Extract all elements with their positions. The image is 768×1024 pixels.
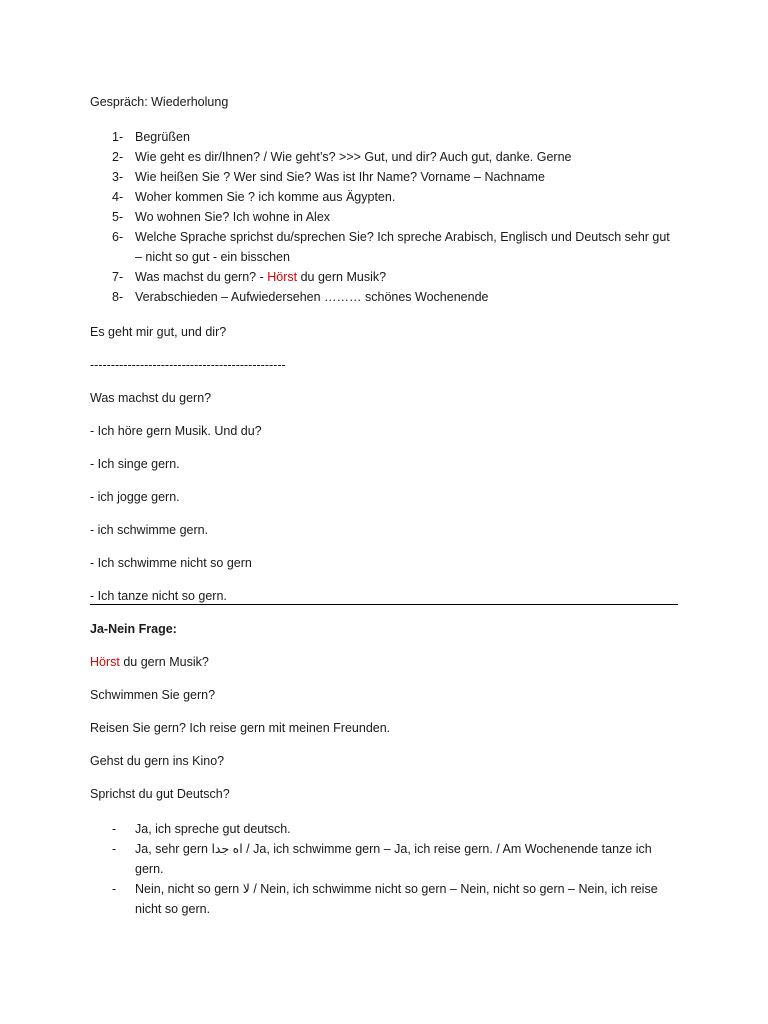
- dashed-list: [90, 819, 680, 919]
- document-title: Gespräch: Wiederholung: [90, 95, 229, 109]
- list-item: [90, 839, 680, 879]
- section-heading: Ja-Nein Frage:: [90, 622, 177, 636]
- paragraph-hoerst: [90, 654, 680, 670]
- list-number: 8-: [112, 290, 124, 304]
- highlighted-word: Hörst: [267, 270, 298, 284]
- list-number: 6-: [112, 230, 124, 244]
- paragraph-es-geht: Es geht mir gut, und dir?: [90, 325, 227, 339]
- list-item-text: Welche Sprache sprichst du/sprechen Sie? Ich spreche Arabisch, Englisch und Deutsch sehr gut – nicht so gut - ein bisschen: [135, 230, 670, 264]
- list-item: [90, 267, 680, 287]
- paragraph-hoerst-rest: du gern Musik?: [119, 655, 209, 669]
- list-item-text: Was machst du gern? -: [135, 270, 268, 284]
- numbered-list: [90, 127, 680, 307]
- list-item-text-rest: / Ja, ich schwimme gern – Ja, ich reise gern. / Am Wochenende tanze ich gern.: [135, 842, 652, 876]
- question-line: Schwimmen Sie gern?: [90, 688, 216, 702]
- list-number: 7-: [112, 270, 124, 284]
- question-line: Reisen Sie gern? Ich reise gern mit meinen Freunden.: [90, 721, 391, 735]
- list-item: [90, 879, 680, 919]
- list-item: [90, 187, 680, 207]
- list-item-text: Ja, ich spreche gut deutsch.: [135, 822, 291, 836]
- horizontal-rule: [90, 604, 678, 605]
- arabic-text: لا: [242, 882, 250, 896]
- list-item: [90, 147, 680, 167]
- arabic-text: اه جدا: [211, 842, 243, 856]
- answer-line: - Ich schwimme nicht so gern: [90, 556, 252, 570]
- question-line: Sprichst du gut Deutsch?: [90, 787, 230, 801]
- answer-line: - Ich singe gern.: [90, 457, 180, 471]
- list-number: 3-: [112, 170, 124, 184]
- answer-line: - ich schwimme gern.: [90, 523, 209, 537]
- list-item-text: Begrüßen: [135, 130, 190, 144]
- list-item: [90, 207, 680, 227]
- document-page: [90, 94, 680, 919]
- list-item: [90, 287, 680, 307]
- list-item: [90, 167, 680, 187]
- list-item: [90, 819, 680, 839]
- list-dash: -: [112, 822, 117, 836]
- list-dash: -: [112, 842, 117, 856]
- list-number: 1-: [112, 130, 124, 144]
- list-item-text: Ja, sehr gern: [135, 842, 212, 856]
- list-number: 2-: [112, 150, 124, 164]
- dash-separator: -----------------------------------------------: [90, 358, 286, 372]
- answer-line: - Ich tanze nicht so gern.: [90, 589, 227, 603]
- list-item-text: Wie geht es dir/Ihnen? / Wie geht’s? >>> Gut, und dir? Auch gut, danke. Gerne: [135, 150, 572, 164]
- list-item-text: Wo wohnen Sie? Ich wohne in Alex: [135, 210, 331, 224]
- list-item-text: Nein, nicht so gern: [135, 882, 243, 896]
- list-item-text-rest: / Nein, ich schwimme nicht so gern – Nein, nicht so gern – Nein, ich reise nicht so gern.: [135, 882, 658, 916]
- paragraph-was-machst: Was machst du gern?: [90, 391, 212, 405]
- answer-line: - ich jogge gern.: [90, 490, 180, 504]
- question-line: Gehst du gern ins Kino?: [90, 754, 225, 768]
- list-item: [90, 227, 680, 267]
- list-item-text: Woher kommen Sie ? ich komme aus Ägypten.: [135, 190, 396, 204]
- list-dash: -: [112, 882, 117, 896]
- list-item-text: Verabschieden – Aufwiedersehen ……… schönes Wochenende: [135, 290, 489, 304]
- list-number: 5-: [112, 210, 124, 224]
- list-item: [90, 127, 680, 147]
- list-number: 4-: [112, 190, 124, 204]
- highlighted-word: Hörst: [90, 655, 120, 669]
- answer-line: - Ich höre gern Musik. Und du?: [90, 424, 262, 438]
- list-item-text: Wie heißen Sie ? Wer sind Sie? Was ist Ihr Name? Vorname – Nachname: [135, 170, 545, 184]
- list-item-text-rest: du gern Musik?: [297, 270, 387, 284]
